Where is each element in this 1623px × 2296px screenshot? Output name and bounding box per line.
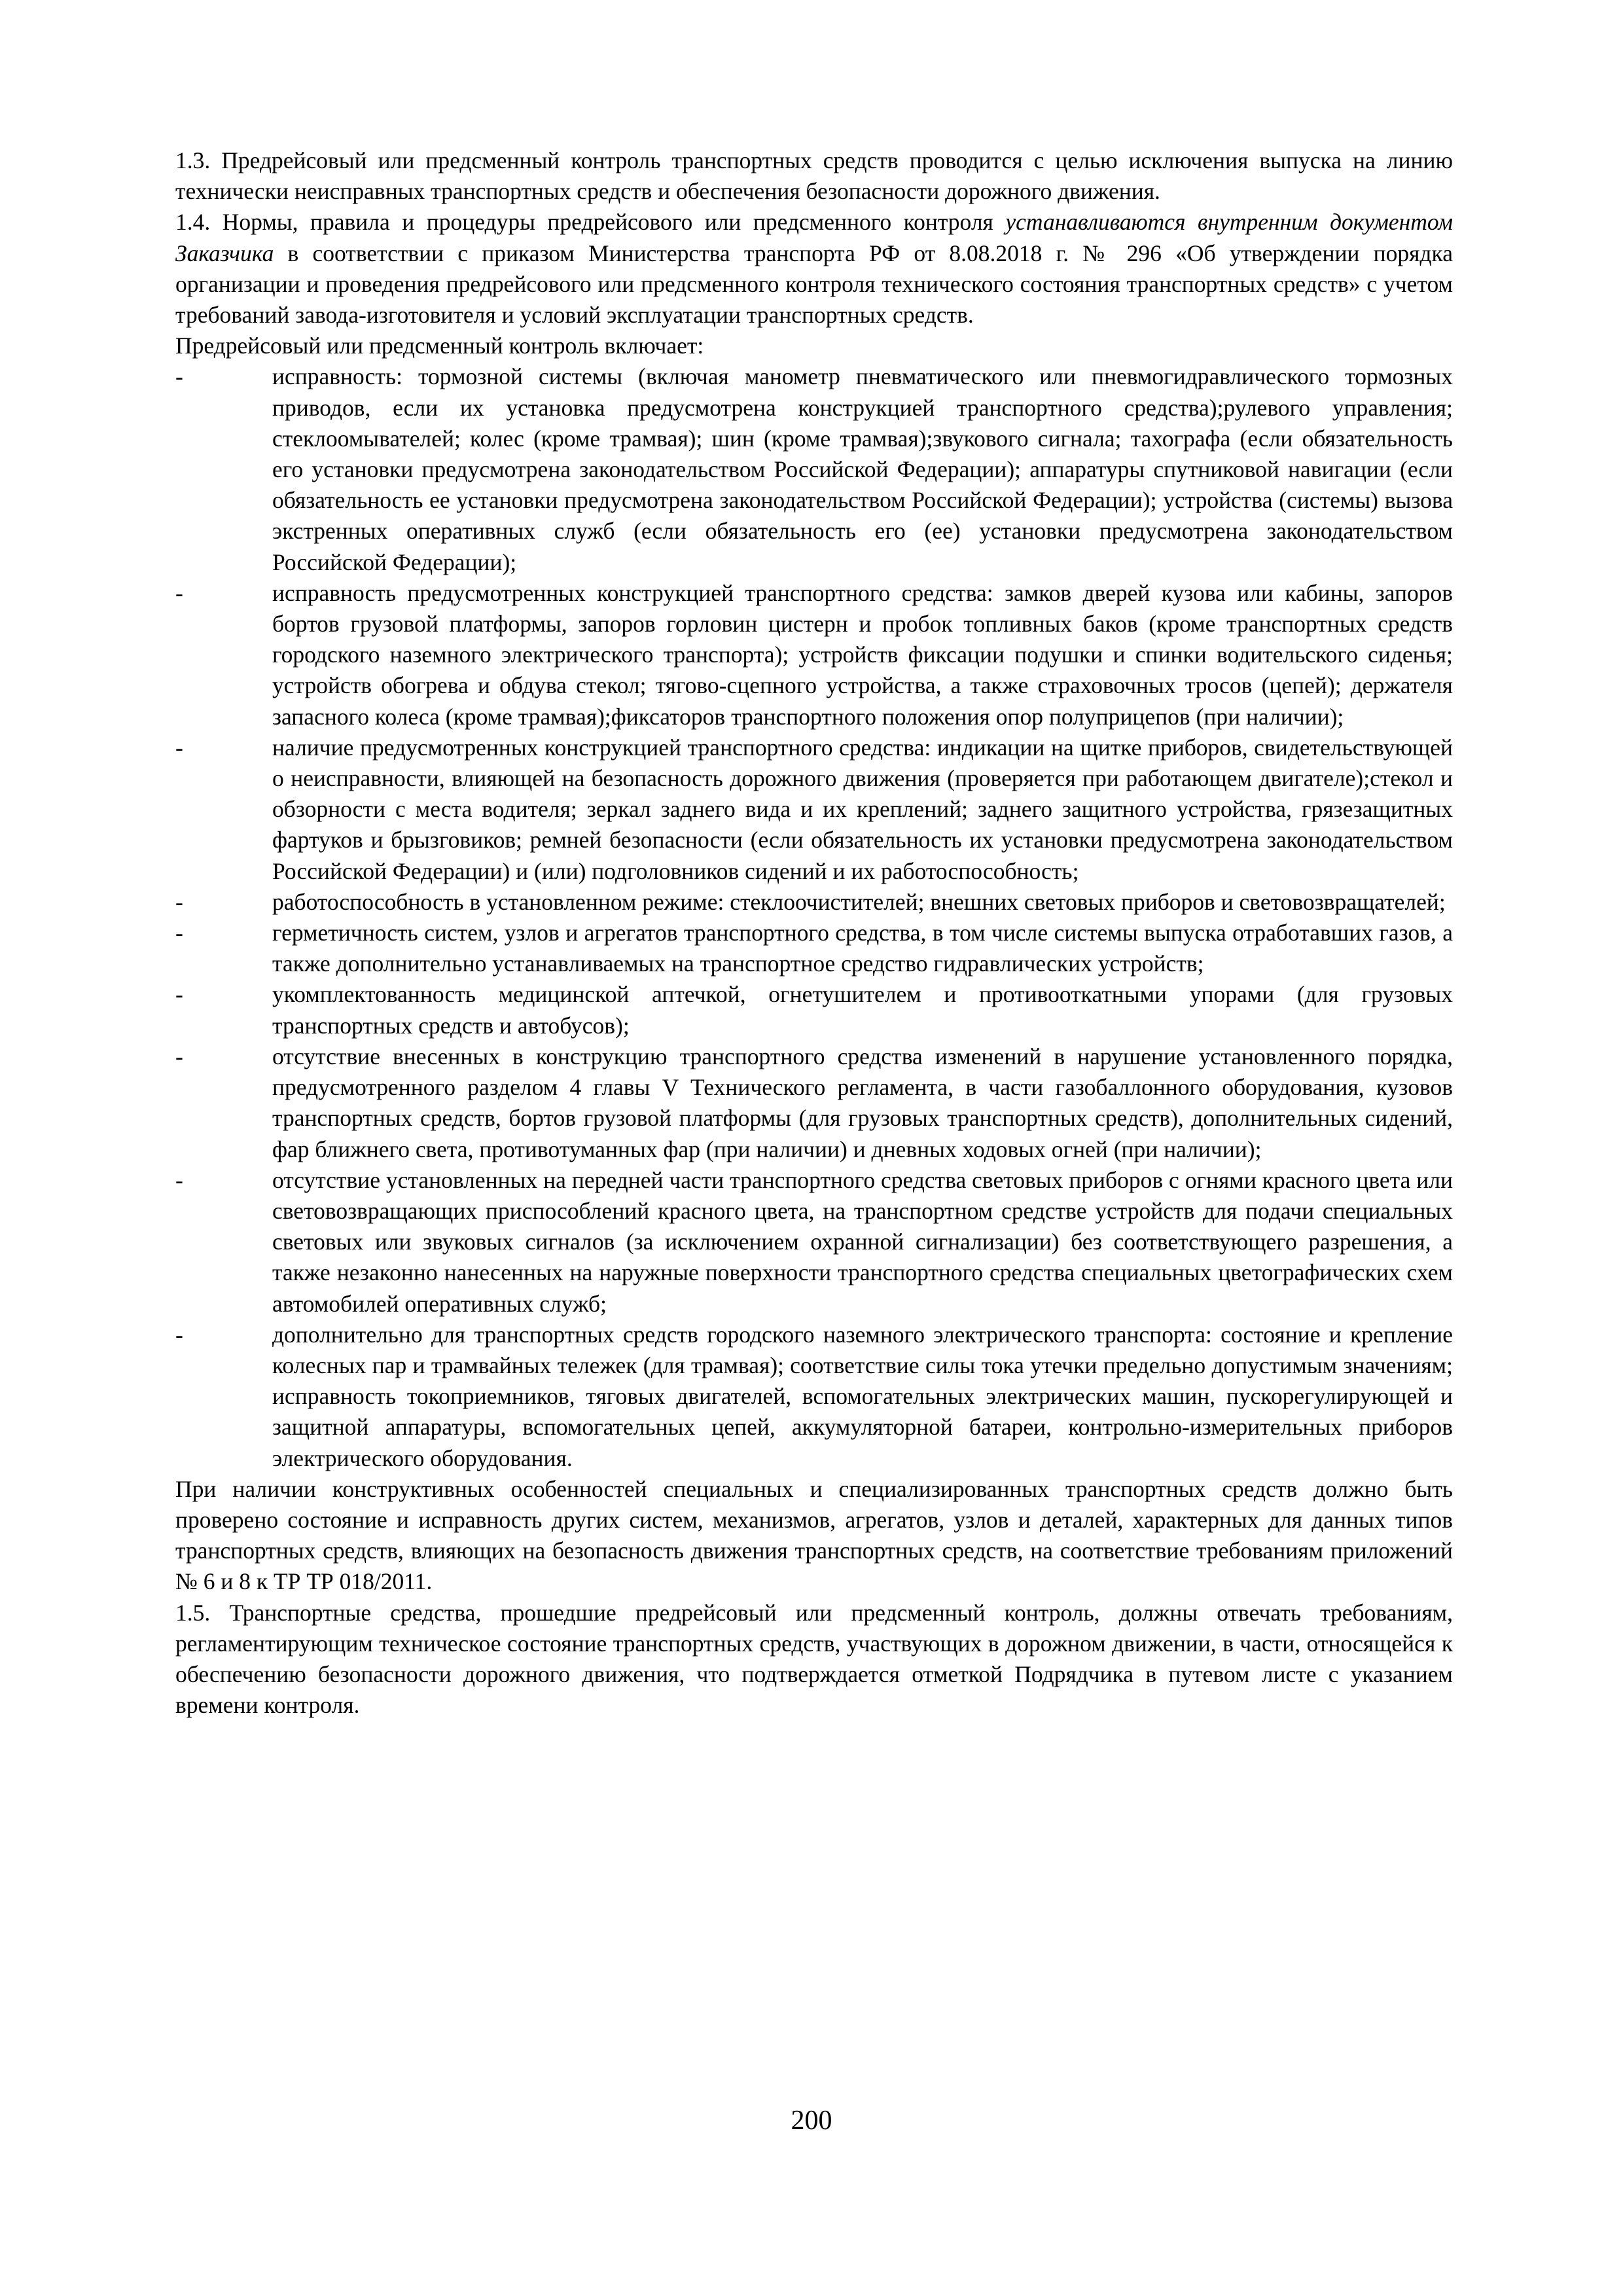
paragraph-1-4-italic: устанавливаются внутренним документом Заказчика: [175, 209, 1453, 266]
list-bullet: -: [175, 888, 183, 915]
paragraph-1-4-text-a: 1.4. Нормы, правила и процедуры предрейсового или предсменного контроля: [175, 209, 1006, 236]
control-items-list: [175, 361, 1453, 1473]
list-item: [175, 1319, 1453, 1474]
list-item: [175, 361, 1453, 577]
list-item: [175, 578, 1453, 732]
list-bullet: -: [175, 579, 183, 606]
list-item: [175, 887, 1453, 918]
paragraph-1-4-text-b: в соответствии с приказом Министерства транспорта РФ от 8.08.2018 г. № 296 «Об утверждении порядка организации и проведения предрейсового или предсменного контроля технического состояния транспортных средств» с учетом требований завода-изготовителя и условий эксплуатации транспортных средств.: [175, 240, 1453, 329]
page-number: 200: [791, 2106, 832, 2136]
list-bullet: -: [175, 1166, 183, 1193]
list-item-text: отсутствие внесенных в конструкцию транспортного средства изменений в нарушение установленного порядка, предусмотренного разделом 4 главы V Технического регламента, в части газобаллонного оборудования, кузовов транспортных средств, бортов грузовой платформы (для грузовых транспортных средств), дополнительных сидений, фар ближнего света, противотуманных фар (при наличии) и дневных ходовых огней (при наличии);: [272, 1043, 1453, 1162]
list-item-text: наличие предусмотренных конструкцией транспортного средства: индикации на щитке приборов, свидетельствующей о неисправности, влияющей на безопасность дорожного движения (проверяется при работающем двигателе);стекол и обзорности с места водителя; зеркал заднего вида и их креплений; заднего защитного устройства, грязезащитных фартуков и брызговиков; ремней безопасности (если обязательность их установки предусмотрена законодательством Российской Федерации) и (или) подголовников сидений и их работоспособность;: [272, 734, 1453, 884]
list-item-text: исправность предусмотренных конструкцией транспортного средства: замков дверей кузова или кабины, запоров бортов грузовой платформы, запоров горловин цистерн и пробок топливных баков (кроме транспортных средств городского наземного электрического транспорта); устройств фиксации подушки и спинки водительского сиденья; устройств обогрева и обдува стекол; тягово-сцепного устройства, а также страховочных тросов (цепей); держателя запасного колеса (кроме трамвая);фиксаторов транспортного положения опор полуприцепов (при наличии);: [272, 579, 1453, 730]
list-item-text: работоспособность в установленном режиме: стеклоочистителей; внешних световых приборов и световозвращателей;: [272, 888, 1446, 915]
list-item: [175, 979, 1453, 1041]
list-bullet: -: [175, 981, 183, 1008]
list-item: [175, 1041, 1453, 1165]
list-item-text: исправность: тормозной системы (включая манометр пневматического или пневмогидравлического тормозных приводов, если их установка предусмотрена конструкцией транспортного средства);рулевого управления; стеклоомывателей; колес (кроме трамвая); шин (кроме трамвая);звукового сигнала; тахографа (если обязательность его установки предусмотрена законодательством Российской Федерации); аппаратуры спутниковой навигации (если обязательность ее установки предусмотрена законодательством Российской Федерации); устройства (системы) вызова экстренных оперативных служб (если обязательность его (ее) установки предусмотрена законодательством Российской Федерации);: [272, 363, 1453, 575]
list-item: [175, 732, 1453, 887]
list-item-text: герметичность систем, узлов и агрегатов транспортного средства, в том числе системы выпуска отработавших газов, а также дополнительно устанавливаемых на транспортное средство гидравлических устройств;: [272, 920, 1453, 977]
paragraph-1-5: 1.5. Транспортные средства, прошедшие предрейсовый или предсменный контроль, должны отвечать требованиям, регламентирующим техническое состояние транспортных средств, участвующих в дорожном движении, в части, относящейся к обеспечению безопасности дорожного движения, что подтверждается отметкой Подрядчика в путевом листе с указанием времени контроля.: [175, 1599, 1453, 1719]
list-intro: Предрейсовый или предсменный контроль включает:: [175, 332, 704, 359]
list-item-text: укомплектованность медицинской аптечкой, огнетушителем и противооткатными упорами (для грузовых транспортных средств и автобусов);: [272, 981, 1453, 1039]
list-bullet: -: [175, 734, 183, 761]
list-item: [175, 1165, 1453, 1319]
paragraph-1-3: 1.3. Предрейсовый или предсменный контроль транспортных средств проводится с целью исключения выпуска на линию технически неисправных транспортных средств и обеспечения безопасности дорожного движения.: [175, 147, 1453, 205]
list-item: [175, 918, 1453, 979]
list-item-text: отсутствие установленных на передней части транспортного средства световых приборов с огнями красного цвета или световозвращающих приспособлений красного цвета, на транспортном средстве устройств для подачи специальных световых или звуковых сигналов (за исключением охранной сигнализации) без соответствующего разрешения, а также незаконно нанесенных на наружные поверхности транспортного средства специальных цветографических схем автомобилей оперативных служб;: [272, 1166, 1453, 1317]
paragraph-1-4: [175, 207, 1453, 331]
paragraph-special-vehicles: При наличии конструктивных особенностей специальных и специализированных транспортных средств должно быть проверено состояние и исправность других систем, механизмов, агрегатов, узлов и деталей, характерных для данных типов транспортных средств, влияющих на безопасность движения транспортных средств, на соответствие требованиям приложений № 6 и 8 к ТР ТР 018/2011.: [175, 1475, 1453, 1595]
list-bullet: -: [175, 920, 183, 946]
list-item-text: дополнительно для транспортных средств городского наземного электрического транспорта: состояние и крепление колесных пар и трамвайных тележек (для трамвая); соответствие силы тока утечки предельно допустимым значениям; исправность токоприемников, тяговых двигателей, вспомогательных электрических машин, пускорегулирующей и защитной аппаратуры, вспомогательных цепей, аккумуляторной батареи, контрольно-измерительных приборов электрического оборудования.: [272, 1321, 1453, 1471]
list-bullet: -: [175, 1043, 183, 1069]
list-bullet: -: [175, 363, 183, 390]
page-body: [175, 145, 1453, 1721]
list-bullet: -: [175, 1321, 183, 1348]
